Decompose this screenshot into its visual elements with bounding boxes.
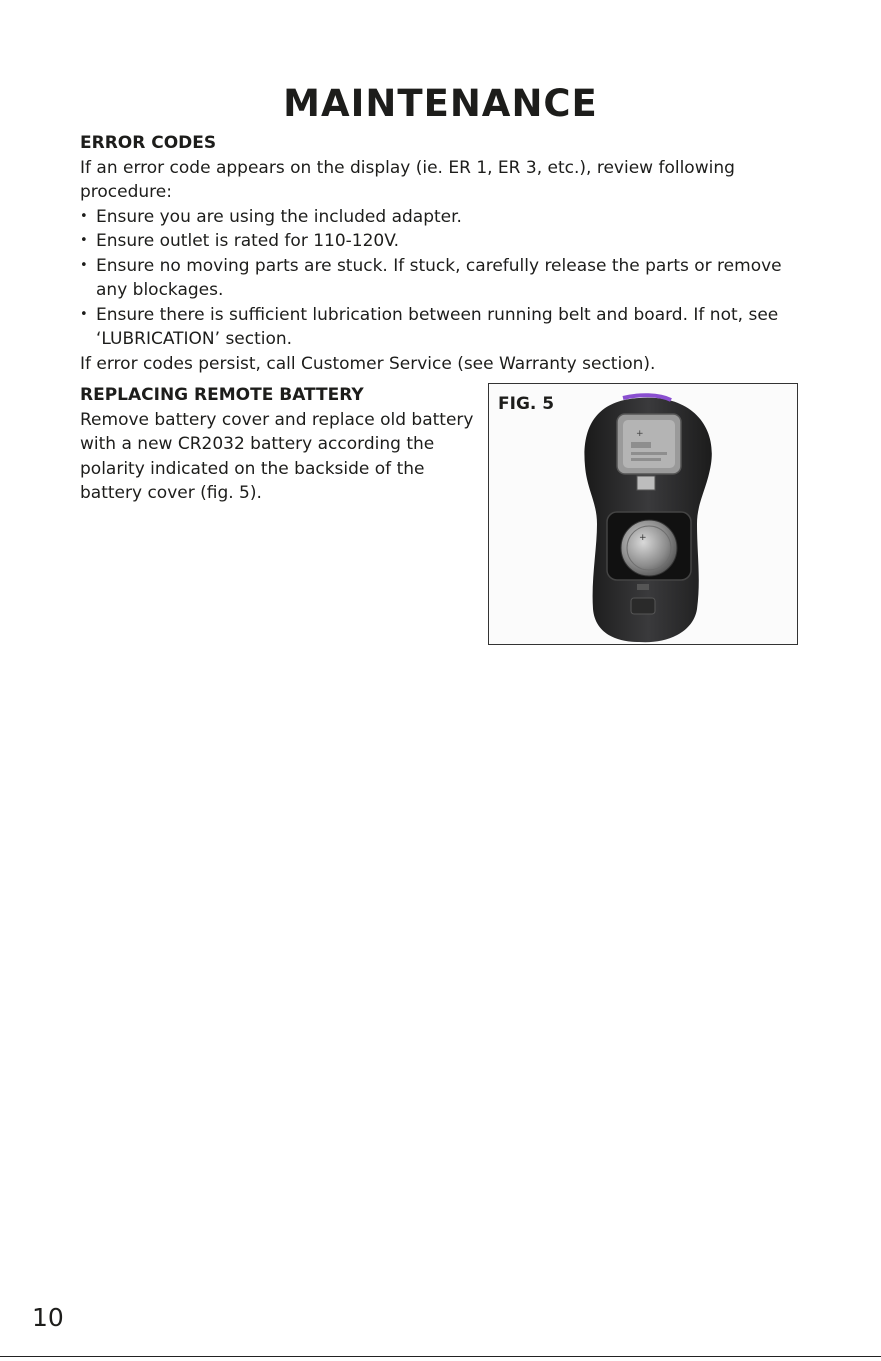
list-item: • Ensure there is sufficient lubrication between running belt and board. If not, see ‘LUBRICATION’ section. — [80, 303, 810, 352]
battery-section — [80, 383, 475, 506]
battery-heading: REPLACING REMOTE BATTERY — [80, 385, 364, 405]
error-codes-list — [80, 205, 810, 352]
remote-battery-photo — [489, 384, 798, 645]
list-item: • Ensure no moving parts are stuck. If stuck, carefully release the parts or remove any blockages. — [80, 254, 810, 303]
figure-label: FIG. 5 — [498, 394, 555, 414]
list-item: • Ensure outlet is rated for 110-120V. — [80, 229, 810, 254]
page-title: MAINTENANCE — [283, 82, 598, 125]
error-codes-intro: If an error code appears on the display (ie. ER 1, ER 3, etc.), review following procedure: — [80, 157, 735, 202]
list-item: • Ensure you are using the included adapter. — [80, 205, 810, 230]
bottom-rule — [0, 1356, 881, 1357]
figure-5 — [488, 383, 798, 645]
battery-instructions: Remove battery cover and replace old battery with a new CR2032 battery according the polarity indicated on the backside of the battery cover (fig. 5). — [80, 409, 474, 503]
error-codes-outro: If error codes persist, call Customer Service (see Warranty section). — [80, 353, 656, 374]
page-number: 10 — [32, 1303, 64, 1332]
error-codes-heading: ERROR CODES — [80, 133, 217, 153]
svg-text:+: + — [636, 429, 644, 439]
svg-text:+: + — [639, 533, 647, 543]
error-codes-section — [80, 131, 810, 376]
